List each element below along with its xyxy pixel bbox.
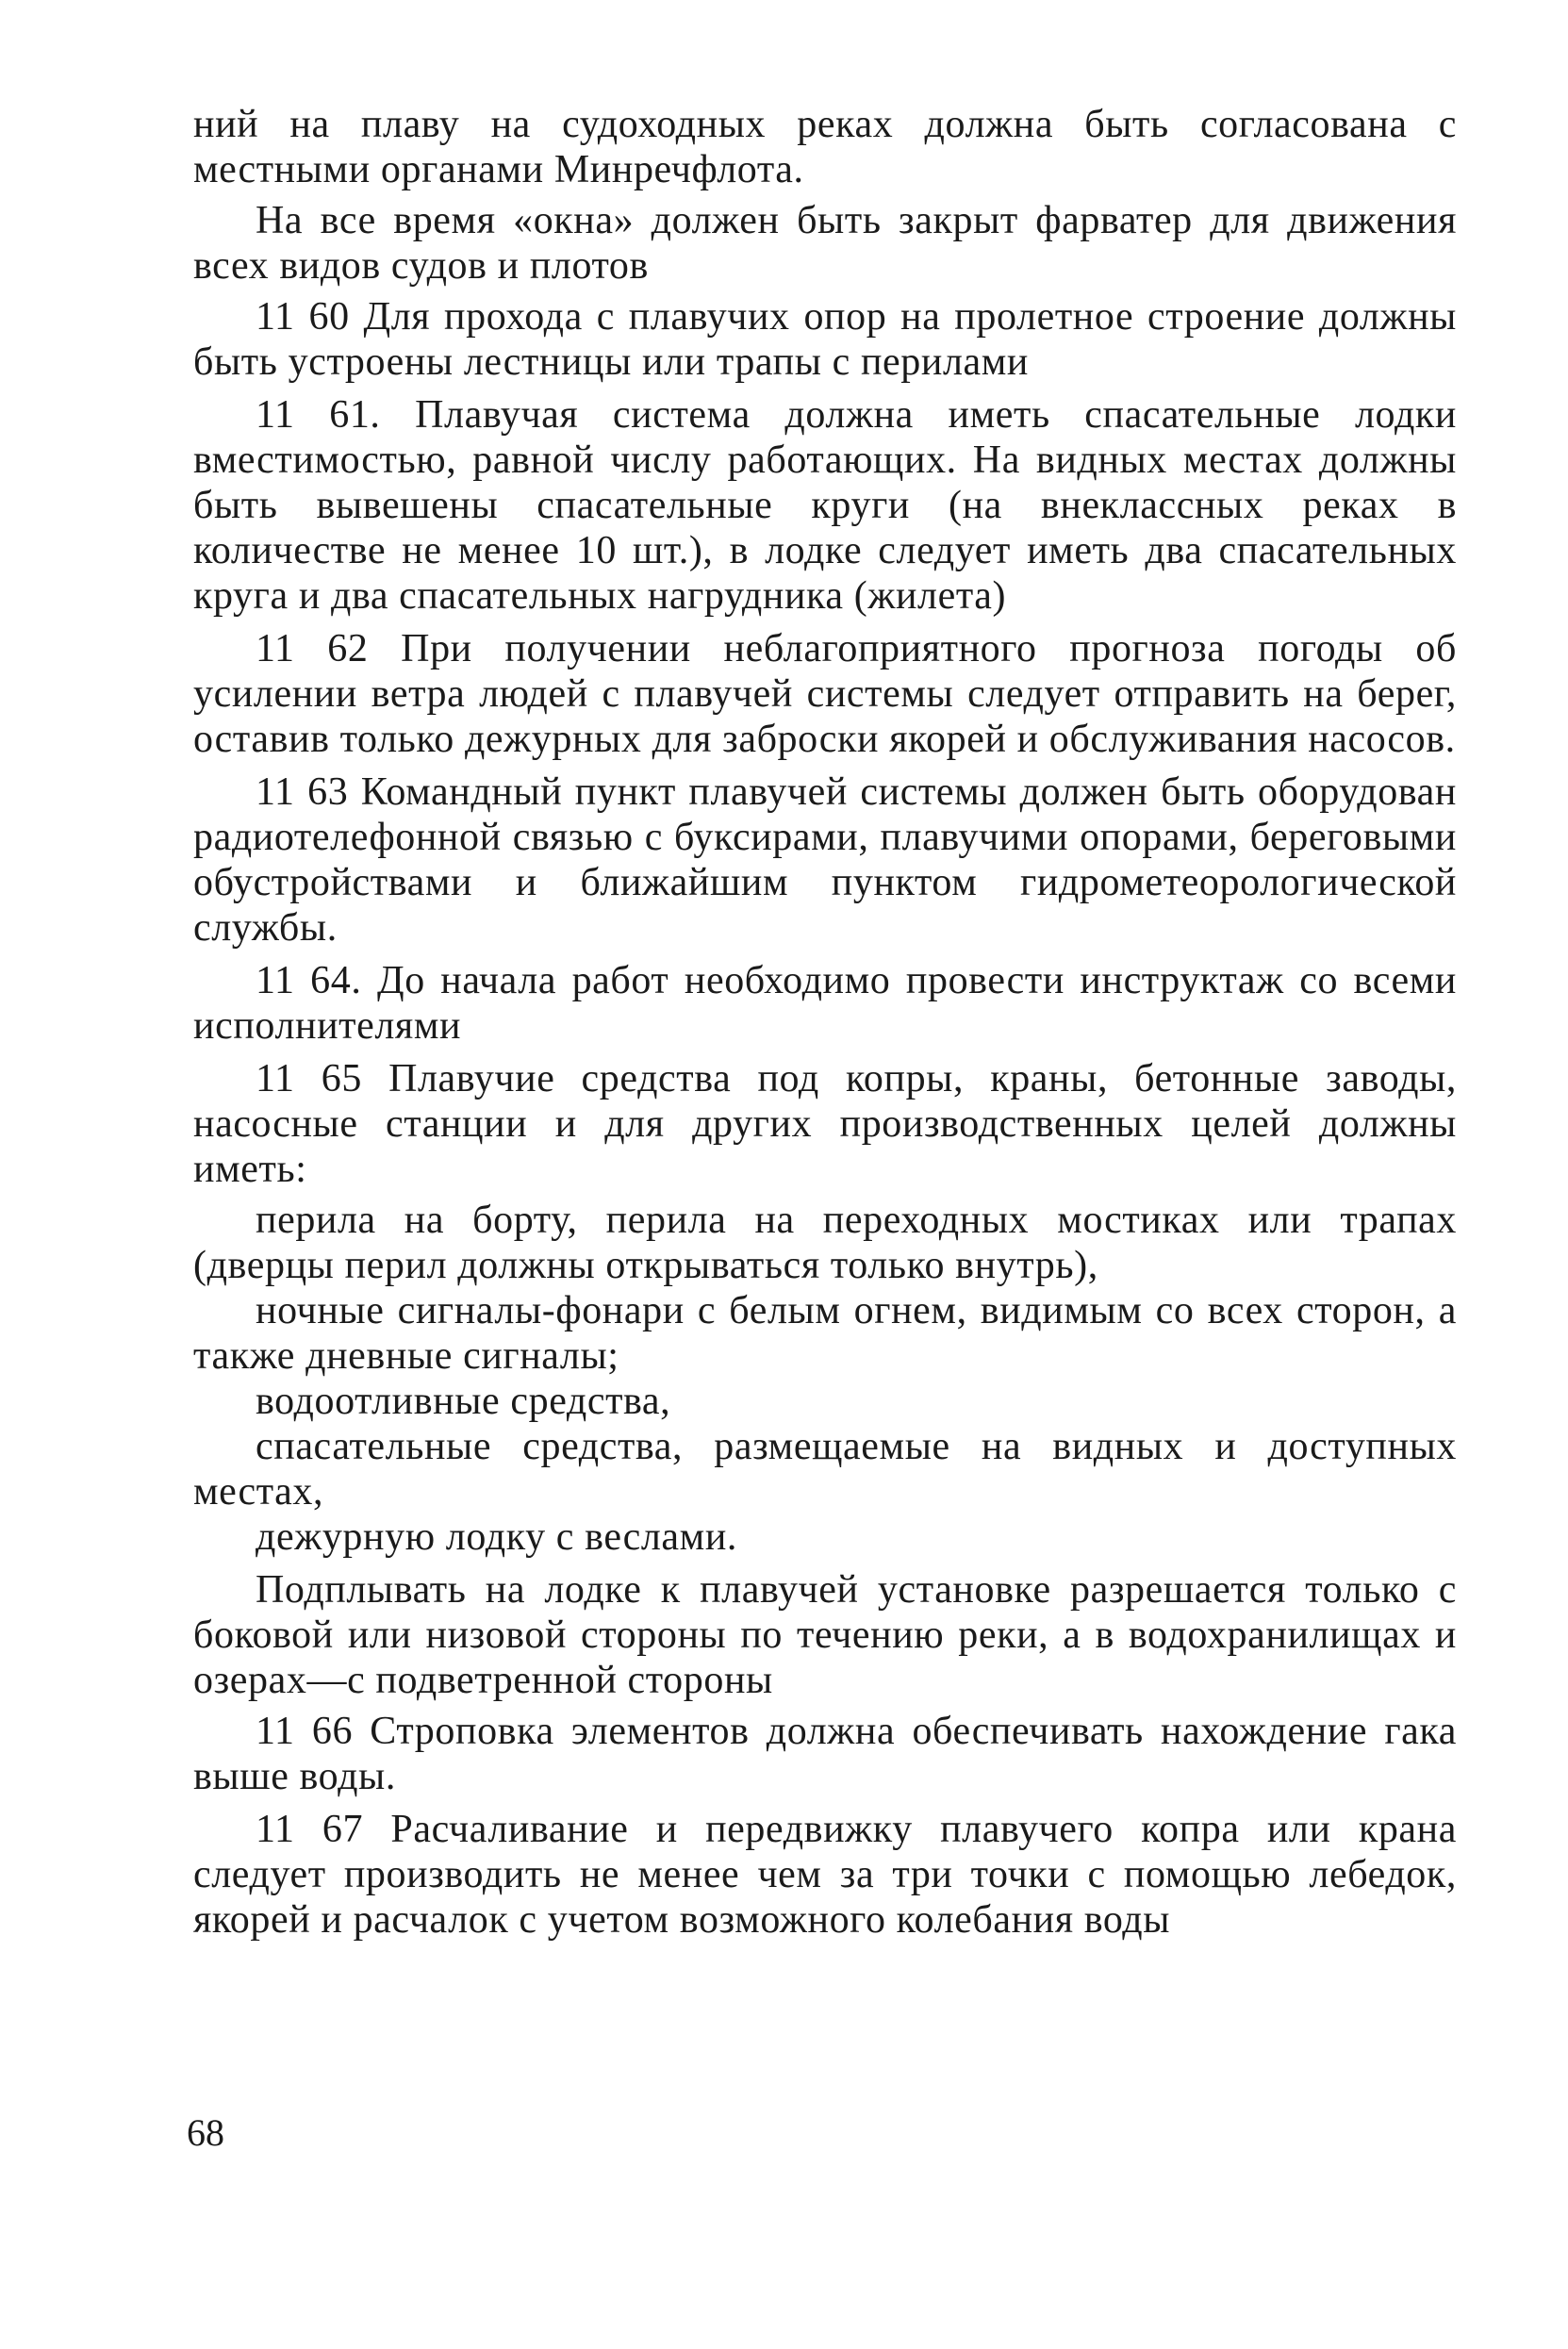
paragraph-window: На все время «окна» должен быть закрыт фарватер для движения всех видов судов и плотов: [193, 199, 1457, 288]
paragraph-11-65: 11 65 Плавучие средства под копры, краны, бетонные заводы, насосные станции и для других производственных целей должны иметь:: [193, 1057, 1457, 1191]
paragraph-approach: Подплывать на лодке к плавучей установке разрешается только с боковой или низовой стороны по течению реки, а в водохранилищах и озерах—с подветренной стороны: [193, 1568, 1457, 1702]
paragraph-11-60: 11 60 Для прохода с плавучих опор на пролетное строение должны быть устроены лестницы или трапы с перилами: [193, 295, 1457, 384]
paragraph-11-62: 11 62 При получении неблагоприятного прогноза погоды об усилении ветра людей с плавучей системы следует отправить на берег, оставив только дежурных для заброски якорей и обслуживания насосов.: [193, 627, 1457, 761]
list-item: ночные сигналы-фонари с белым огнем, видимым со всех сторон, а также дневные сигналы;: [193, 1289, 1457, 1378]
paragraph-11-66: 11 66 Строповка элементов должна обеспечивать нахождение гака выше воды.: [193, 1710, 1457, 1798]
list-item: перила на борту, перила на переходных мостиках или трапах (дверцы перил должны открываться только внутрь),: [193, 1199, 1457, 1287]
paragraph-11-67: 11 67 Расчаливание и передвижку плавучего копра или крана следует производить не менее чем за три точки с помощью лебедок, якорей и расчалок с учетом возможного колебания воды: [193, 1808, 1457, 1942]
document-page: [193, 102, 1457, 2308]
paragraph-11-63: 11 63 Командный пункт плавучей системы должен быть оборудован радиотелефонной связью с буксирами, плавучими опорами, береговыми обустройствами и ближайшим пунктом гидрометеорологической службы.: [193, 770, 1457, 950]
list-item: дежурную лодку с веслами.: [256, 1515, 738, 1559]
list-item: спасательные средства, размещаемые на видных и доступных местах,: [193, 1425, 1457, 1514]
paragraph-11-61: 11 61. Плавучая система должна иметь спасательные лодки вместимостью, равной числу работающих. На видных местах должны быть вывешены спасательные круги (на внеклассных реках в количестве не менее 10 шт.), в лодке следует иметь два спасательных круга и два спасательных нагрудника (жилета): [193, 393, 1457, 618]
page-number: 68: [187, 2111, 224, 2154]
paragraph-continuation: ний на плаву на судоходных реках должна быть согласована с местными органами Минречфлота.: [193, 103, 1457, 191]
paragraph-11-64: 11 64. До начала работ необходимо провести инструктаж со всеми исполнителями: [193, 959, 1457, 1048]
list-item: водоотливные средства,: [256, 1380, 671, 1423]
